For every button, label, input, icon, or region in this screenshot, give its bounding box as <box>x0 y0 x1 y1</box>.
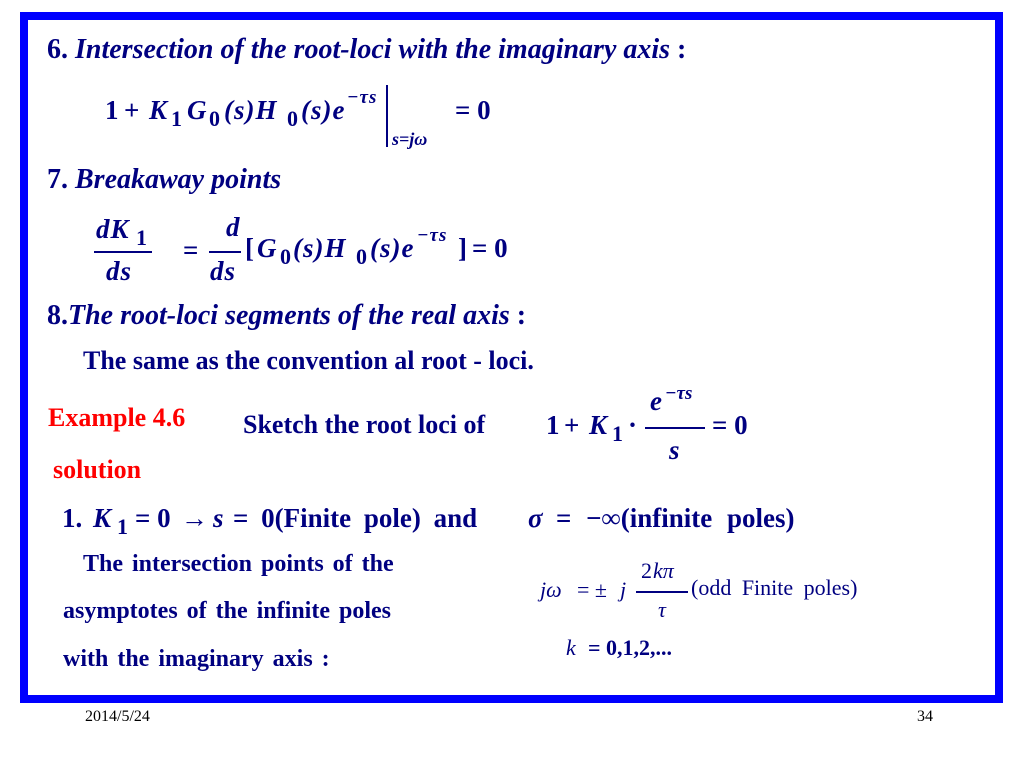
example-gain-k: K <box>589 410 609 440</box>
eq6-gain-subscript: 1 <box>171 106 182 131</box>
item-8-title: The root-loci segments of the real axis <box>68 300 510 331</box>
intersection-equation <box>0 87 491 131</box>
eq7-lhs-numerator: dK <box>96 214 130 244</box>
eq7-lhs-numerator-subscript: 1 <box>136 225 147 250</box>
example-numerator-exponent: −τs <box>665 383 693 404</box>
step1-finite-pole: = 0(Finite pole) and <box>233 503 478 533</box>
eq7-operator-fraction-line <box>209 251 241 253</box>
item-6-number: 6. <box>47 34 68 65</box>
example-plus: + <box>564 410 580 440</box>
eq7-s-h: (s)H <box>293 233 347 263</box>
item-8-colon: : <box>516 300 527 331</box>
intersection-text-line-1: The intersection points of the <box>83 551 394 577</box>
item-8-heading <box>47 302 526 330</box>
footer-date: 2014/5/24 <box>85 708 150 725</box>
intersection-text-line-2: asymptotes of the infinite poles <box>63 598 391 624</box>
step1-gain-subscript: 1 <box>117 514 128 539</box>
example-gain-subscript: 1 <box>612 421 623 446</box>
item-7-title: Breakaway points <box>75 164 282 195</box>
eq7-rhs: = 0 <box>472 233 508 263</box>
item-7-number: 7. <box>47 164 68 195</box>
asymptote-note: (odd Finite poles) <box>691 575 858 600</box>
example-fraction-line <box>645 427 705 429</box>
example-multiply-dot: · <box>628 410 638 440</box>
step1-s: s <box>213 503 225 533</box>
item-6-title: Intersection of the root-loci with the imaginary axis <box>75 34 671 65</box>
intersection-text-line-3: with the imaginary axis : <box>63 646 330 672</box>
eq7-h-subscript: 0 <box>356 244 367 269</box>
example-label: Example 4.6 <box>48 403 186 432</box>
solution-step-1 <box>0 503 795 539</box>
eq7-equals: = <box>183 235 199 265</box>
eq7-operator-denominator: ds <box>210 256 237 286</box>
example-fraction-denominator: s <box>669 435 680 465</box>
eq6-plus: + <box>124 95 140 125</box>
item-8-number: 8. <box>47 300 68 331</box>
step1-arrow: → <box>181 503 208 533</box>
asymptote-jw: jω <box>540 577 562 602</box>
eq7-lhs-denominator: ds <box>106 256 133 286</box>
eq6-rhs: = 0 <box>455 95 491 125</box>
eq6-g-subscript: 0 <box>209 106 220 131</box>
eq7-operator-numerator: d <box>226 212 240 242</box>
k-variable: k <box>566 635 576 660</box>
eq7-s-e: (s)e <box>370 233 415 263</box>
solution-label: solution <box>53 455 142 484</box>
step1-equals-zero: = 0 <box>135 503 171 533</box>
eq7-close-bracket: ] <box>458 233 467 263</box>
step1-infinite-poles: = −∞(infinite poles) <box>556 503 795 533</box>
eq7-open-bracket: [ <box>245 233 254 263</box>
asymptote-fraction-line <box>636 591 688 593</box>
step1-gain-k: K <box>93 503 113 533</box>
example-fraction-numerator: e <box>650 386 662 416</box>
example-prompt: Sketch the root loci of <box>243 410 486 439</box>
step1-sigma: σ <box>528 503 544 533</box>
eq6-exponent: −τs <box>347 87 378 108</box>
item-8-text: The same as the convention al root - loci. <box>83 346 534 375</box>
item-6-heading <box>47 36 686 64</box>
eq6-gain-k: K <box>149 95 169 125</box>
eq7-lhs-fraction-line <box>94 251 152 253</box>
example-one: 1 <box>546 410 560 440</box>
eq6-s-e: (s)e <box>301 95 346 125</box>
eq6-one: 1 <box>105 95 119 125</box>
k-values: = 0,1,2,... <box>588 635 673 660</box>
item-6-colon: : <box>677 34 687 65</box>
eq7-exponent: −τs <box>417 225 448 246</box>
asymptote-j: j <box>620 577 627 602</box>
eq6-h-subscript: 0 <box>287 106 298 131</box>
eq7-g-subscript: 0 <box>280 244 291 269</box>
footer-page-number: 34 <box>917 708 933 725</box>
asymptote-denominator: τ <box>658 597 666 622</box>
eq7-g: G <box>257 233 278 263</box>
eq6-g: G <box>187 95 208 125</box>
asymptote-numerator-variables: kπ <box>653 558 674 583</box>
item-7-heading <box>47 166 281 194</box>
asymptote-numerator-coefficient: 2 <box>641 558 652 583</box>
asymptote-equals-plus-minus: = ± <box>577 577 607 602</box>
step1-number: 1. <box>62 503 83 533</box>
evaluation-bar <box>386 85 388 147</box>
eq6-s-h: (s)H <box>224 95 278 125</box>
eq6-evaluated-at: s=jω <box>392 129 428 149</box>
example-rhs: = 0 <box>712 410 748 440</box>
